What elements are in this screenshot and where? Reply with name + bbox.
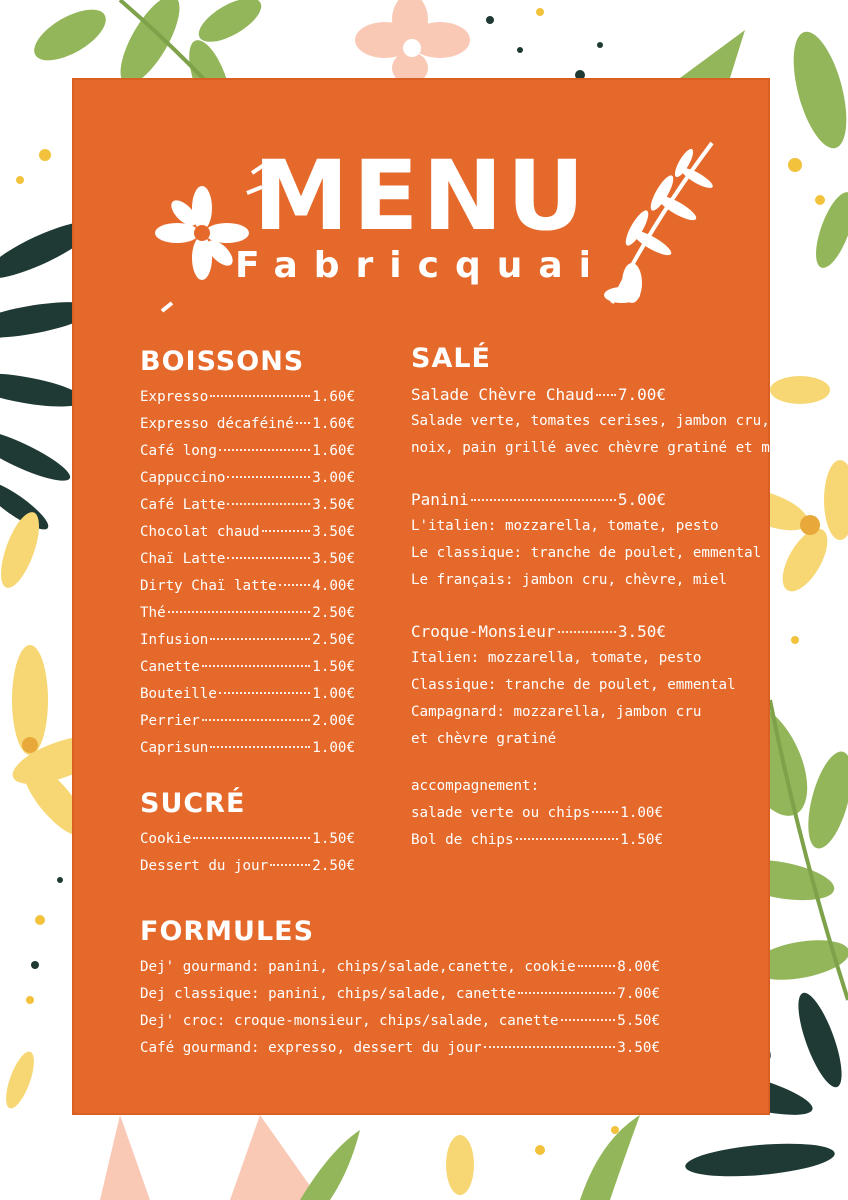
- section-heading-sucre: SUCRÉ: [140, 788, 246, 819]
- accompagnement-label: accompagnement:: [411, 778, 540, 794]
- panini-description-line: L'italien: mozzarella, tomate, pesto: [411, 518, 719, 534]
- list-item: Bol de chips 1.50€: [411, 832, 663, 848]
- croque-description-line: Campagnard: mozzarella, jambon cru: [411, 704, 702, 720]
- list-item: Café Latte 3.50€: [140, 497, 355, 513]
- panini-description-line: Le classique: tranche de poulet, emmental: [411, 545, 762, 561]
- list-item: Dirty Chaï latte 4.00€: [140, 578, 355, 594]
- list-item: Dej' croc: croque-monsieur, chips/salade, canette 5.50€: [140, 1013, 660, 1029]
- list-item: Cappuccino 3.00€: [140, 470, 355, 486]
- list-item: Cookie 1.50€: [140, 831, 355, 847]
- list-item: Dej' gourmand: panini, chips/salade,canette, cookie 8.00€: [140, 959, 660, 975]
- croque-description-line: et chèvre gratiné: [411, 731, 557, 747]
- formules-section: [140, 916, 660, 1062]
- croque-description-line: Italien: mozzarella, tomate, pesto: [411, 650, 702, 666]
- list-item: salade verte ou chips 1.00€: [411, 805, 663, 821]
- list-item: Expresso 1.60€: [140, 389, 355, 405]
- panini-description-line: Le français: jambon cru, chèvre, miel: [411, 572, 728, 588]
- list-item: Chocolat chaud 3.50€: [140, 524, 355, 540]
- page-title: MENU: [253, 140, 589, 252]
- menu-panel: [72, 78, 796, 1115]
- salade-description-line: noix, pain grillé avec chèvre gratiné et miel: [411, 440, 796, 456]
- list-item: Caprisun 1.00€: [140, 740, 355, 756]
- croque-item: Croque-Monsieur 3.50€: [411, 622, 666, 641]
- panini-item: Panini 5.00€: [411, 490, 666, 509]
- list-item: Dej classique: panini, chips/salade, canette 7.00€: [140, 986, 660, 1002]
- boissons-list: [140, 384, 355, 762]
- list-item: Bouteille 1.00€: [140, 686, 355, 702]
- list-item: Thé 2.50€: [140, 605, 355, 621]
- salade-item: Salade Chèvre Chaud 7.00€: [411, 385, 666, 404]
- sucre-section: [140, 788, 355, 880]
- restaurant-name: Fabricquai: [234, 245, 607, 286]
- croque-description-line: Classique: tranche de poulet, emmental: [411, 677, 736, 693]
- list-item: Canette 1.50€: [140, 659, 355, 675]
- section-heading-sale: SALÉ: [411, 343, 491, 374]
- sale-section: [411, 343, 796, 854]
- section-heading-formules: FORMULES: [140, 916, 315, 947]
- list-item: Expresso décaféiné 1.60€: [140, 416, 355, 432]
- list-item: Café gourmand: expresso, dessert du jour 3.50€: [140, 1040, 660, 1056]
- list-item: Chaï Latte 3.50€: [140, 551, 355, 567]
- salade-description-line: Salade verte, tomates cerises, jambon cru,: [411, 413, 770, 429]
- list-item: Dessert du jour 2.50€: [140, 858, 355, 874]
- list-item: Perrier 2.00€: [140, 713, 355, 729]
- list-item: Café long 1.60€: [140, 443, 355, 459]
- list-item: Infusion 2.50€: [140, 632, 355, 648]
- section-heading-boissons: BOISSONS: [140, 346, 305, 377]
- boissons-section: [140, 346, 355, 762]
